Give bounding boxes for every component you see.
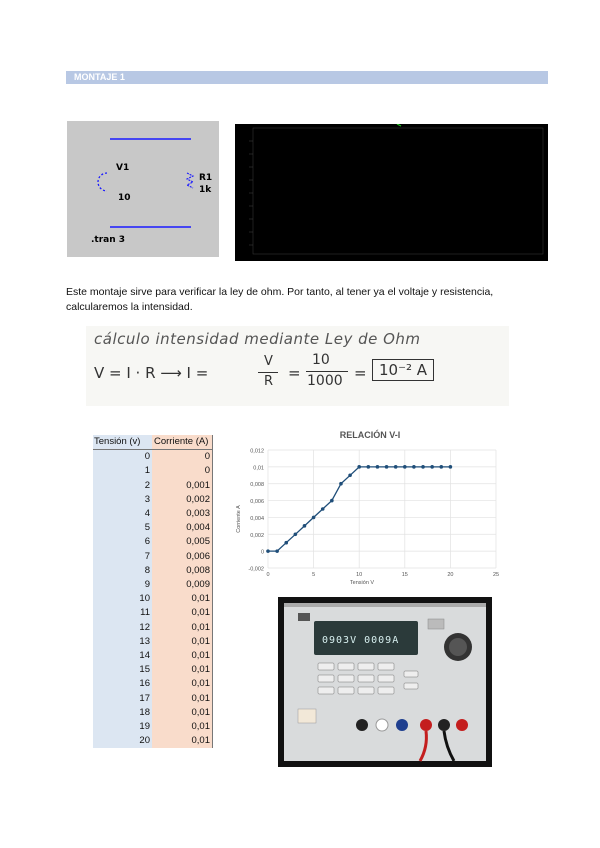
voltage-cell: 5 bbox=[93, 521, 152, 535]
y-tick-label: 0,008 bbox=[250, 482, 264, 489]
current-cell: 0,01 bbox=[152, 606, 213, 620]
table-row bbox=[93, 550, 213, 564]
x-tick-label: 5 bbox=[312, 572, 316, 578]
voltage-cell: 18 bbox=[93, 706, 152, 720]
data-point bbox=[403, 465, 407, 469]
table-row bbox=[93, 464, 213, 478]
data-point bbox=[266, 549, 270, 553]
data-point bbox=[339, 482, 343, 486]
y-tick-label: 0,01 bbox=[253, 465, 264, 472]
table-row bbox=[93, 578, 213, 592]
x-axis-label: Tensión V bbox=[349, 580, 375, 586]
y-tick-label: 0,002 bbox=[250, 532, 264, 539]
voltage-cell: 19 bbox=[93, 720, 152, 734]
table-row bbox=[93, 734, 213, 748]
power-supply-photo bbox=[278, 597, 492, 767]
table-row bbox=[93, 450, 213, 465]
spice-directive: .tran 3 bbox=[91, 235, 126, 245]
current-cell: 0,008 bbox=[152, 564, 213, 578]
voltage-cell: 2 bbox=[93, 479, 152, 493]
calc-frac-line bbox=[258, 372, 278, 373]
x-tick-label: 25 bbox=[492, 572, 500, 578]
current-cell: 0,006 bbox=[152, 550, 213, 564]
current-cell: 0,003 bbox=[152, 507, 213, 521]
voltage-cell: 17 bbox=[93, 692, 152, 706]
voltage-cell: 20 bbox=[93, 734, 152, 748]
x-tick-label: 10 bbox=[356, 572, 363, 578]
current-cell: 0,01 bbox=[152, 734, 213, 748]
calc-num-value: 10 bbox=[312, 352, 330, 368]
voltage-cell: 10 bbox=[93, 592, 152, 606]
current-cell: 0,01 bbox=[152, 677, 213, 691]
handwritten-calculation bbox=[86, 326, 509, 406]
data-table bbox=[93, 435, 213, 748]
current-cell: 0,009 bbox=[152, 578, 213, 592]
power-supply-illustration bbox=[278, 597, 492, 767]
simulation-plot bbox=[235, 124, 548, 261]
data-point bbox=[330, 499, 334, 503]
table-row bbox=[93, 564, 213, 578]
schematic-wires bbox=[67, 121, 219, 257]
voltage-cell: 6 bbox=[93, 535, 152, 549]
data-point bbox=[394, 465, 398, 469]
resistor-value: 1k bbox=[199, 185, 212, 195]
table-header-current: Corriente (A) bbox=[152, 435, 213, 450]
data-point bbox=[367, 465, 371, 469]
vi-chart bbox=[230, 440, 510, 590]
voltage-cell: 9 bbox=[93, 578, 152, 592]
table-row bbox=[93, 621, 213, 635]
resistor-icon bbox=[187, 173, 193, 188]
data-point bbox=[412, 465, 416, 469]
voltage-cell: 3 bbox=[93, 493, 152, 507]
data-point bbox=[439, 465, 443, 469]
current-cell: 0,01 bbox=[152, 720, 213, 734]
table-row bbox=[93, 592, 213, 606]
voltage-cell: 15 bbox=[93, 663, 152, 677]
x-tick-label: 20 bbox=[447, 572, 454, 578]
calc-title: cálculo intensidad mediante Ley de Ohm bbox=[94, 330, 421, 348]
source-label: V1 bbox=[116, 163, 130, 173]
voltage-cell: 1 bbox=[93, 464, 152, 478]
calc-equals-1: = bbox=[288, 364, 301, 382]
resistor-label: R1 bbox=[199, 173, 213, 183]
data-point bbox=[284, 541, 288, 545]
section-header-bar bbox=[66, 71, 548, 84]
current-cell: 0,004 bbox=[152, 521, 213, 535]
voltage-cell: 4 bbox=[93, 507, 152, 521]
table-row bbox=[93, 692, 213, 706]
data-point bbox=[449, 465, 453, 469]
voltage-source-icon bbox=[98, 173, 107, 191]
table-row bbox=[93, 535, 213, 549]
calc-den-value: 1000 bbox=[307, 373, 343, 389]
data-point bbox=[430, 465, 434, 469]
current-cell: 0 bbox=[152, 464, 213, 478]
x-tick-label: 0 bbox=[266, 572, 270, 578]
calc-frac-den: R bbox=[264, 374, 274, 389]
voltage-cell: 11 bbox=[93, 606, 152, 620]
voltage-cell: 0 bbox=[93, 450, 152, 465]
data-point bbox=[275, 549, 279, 553]
current-cell: 0 bbox=[152, 450, 213, 465]
current-cell: 0,01 bbox=[152, 649, 213, 663]
voltage-cell: 7 bbox=[93, 550, 152, 564]
voltage-cell: 13 bbox=[93, 635, 152, 649]
current-cell: 0,01 bbox=[152, 663, 213, 677]
calc-value-line bbox=[306, 371, 348, 372]
voltage-cell: 16 bbox=[93, 677, 152, 691]
data-point bbox=[303, 524, 307, 528]
current-cell: 0,01 bbox=[152, 706, 213, 720]
calc-equals-2: = bbox=[354, 364, 367, 382]
psu-display-readout: 0903V 0009A bbox=[322, 635, 400, 646]
table-row bbox=[93, 493, 213, 507]
section-title: MONTAJE 1 bbox=[74, 72, 125, 82]
data-point bbox=[421, 465, 425, 469]
circuit-schematic bbox=[67, 121, 219, 257]
y-axis-label: Corriente A bbox=[236, 505, 242, 533]
data-point bbox=[385, 465, 389, 469]
current-cell: 0,002 bbox=[152, 493, 213, 507]
data-point bbox=[312, 516, 316, 520]
table-header-row bbox=[93, 435, 213, 450]
body-paragraph: Este montaje sirve para verificar la ley de ohm. Por tanto, al tener ya el voltaje y resistencia, calcularemos la intensidad. bbox=[66, 286, 494, 313]
table-row bbox=[93, 663, 213, 677]
current-cell: 0,01 bbox=[152, 692, 213, 706]
current-cell: 0,01 bbox=[152, 592, 213, 606]
data-point bbox=[348, 473, 352, 477]
table-row bbox=[93, 606, 213, 620]
simulation-plot-frame bbox=[235, 124, 548, 261]
calc-formula-left: V = I · R ⟶ I = bbox=[94, 364, 209, 382]
y-tick-label: 0 bbox=[260, 549, 264, 556]
source-value: 10 bbox=[118, 193, 131, 203]
chart-title: RELACIÓN V-I bbox=[339, 430, 401, 440]
data-point bbox=[376, 465, 380, 469]
table-row bbox=[93, 677, 213, 691]
y-tick-label: -0,002 bbox=[248, 566, 264, 573]
current-cell: 0,01 bbox=[152, 621, 213, 635]
current-cell: 0,005 bbox=[152, 535, 213, 549]
y-tick-label: 0,004 bbox=[250, 515, 264, 522]
voltage-cell: 8 bbox=[93, 564, 152, 578]
y-tick-label: 0,006 bbox=[250, 499, 264, 506]
table-row bbox=[93, 706, 213, 720]
table-row bbox=[93, 635, 213, 649]
voltage-cell: 14 bbox=[93, 649, 152, 663]
data-point bbox=[321, 507, 325, 511]
calc-frac-num: V bbox=[264, 354, 273, 369]
voltage-cell: 12 bbox=[93, 621, 152, 635]
table-row bbox=[93, 507, 213, 521]
data-point bbox=[294, 532, 298, 536]
table-row bbox=[93, 521, 213, 535]
x-tick-label: 15 bbox=[401, 572, 408, 578]
data-point bbox=[357, 465, 361, 469]
table-header-voltage: Tensión (v) bbox=[93, 435, 152, 450]
table-row bbox=[93, 720, 213, 734]
current-cell: 0,01 bbox=[152, 635, 213, 649]
table-row bbox=[93, 649, 213, 663]
y-tick-label: 0,012 bbox=[250, 448, 264, 455]
trace-marker bbox=[397, 124, 401, 126]
current-cell: 0,001 bbox=[152, 479, 213, 493]
table-row bbox=[93, 479, 213, 493]
calc-result-box: 10⁻² A bbox=[372, 359, 434, 381]
